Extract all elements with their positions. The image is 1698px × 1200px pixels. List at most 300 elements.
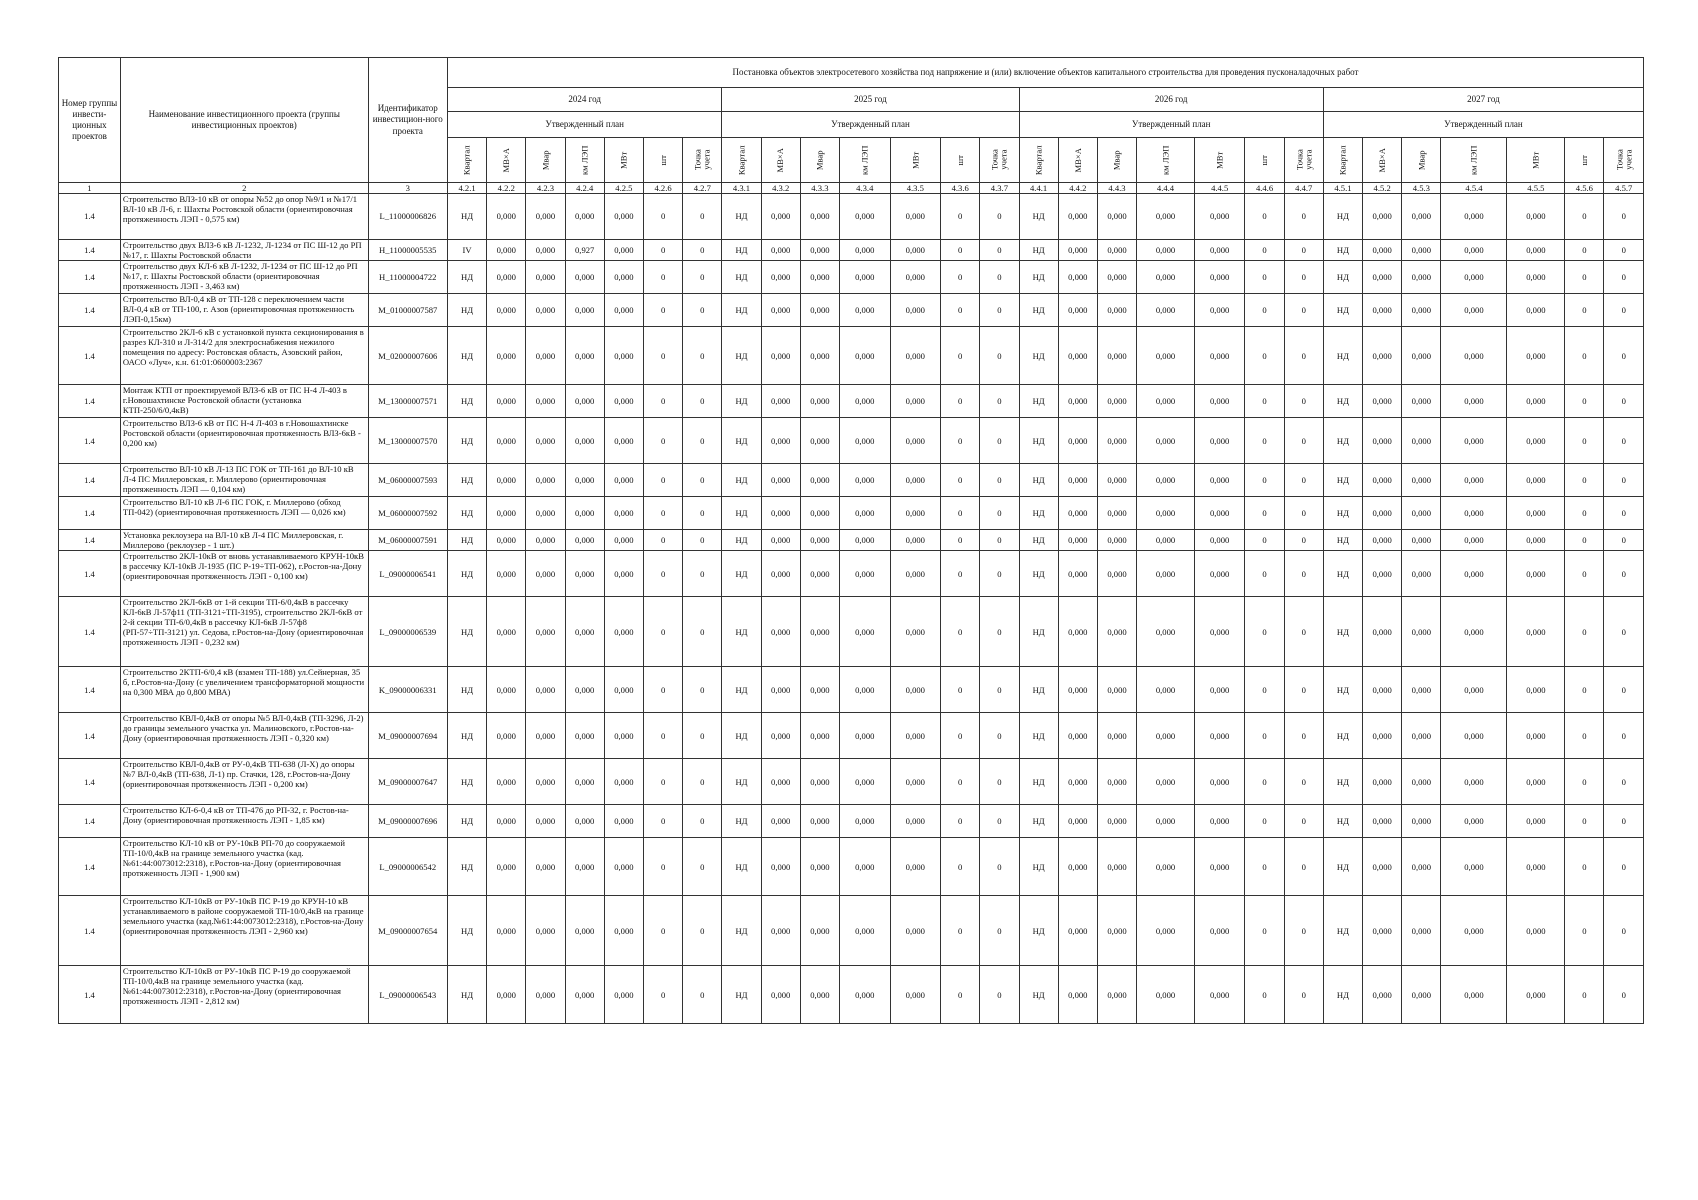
value-cell: 0,000 xyxy=(1402,896,1441,966)
value-cell: 0,000 xyxy=(526,966,565,1024)
value-cell: 0,000 xyxy=(840,464,891,497)
value-cell: 0,000 xyxy=(1507,464,1565,497)
value-cell: НД xyxy=(1323,240,1362,261)
value-cell: 0 xyxy=(941,759,980,805)
value-cell: 0,000 xyxy=(1194,667,1245,713)
value-cell: 0 xyxy=(1565,240,1604,261)
value-cell: 0 xyxy=(980,805,1019,838)
value-cell: 0,000 xyxy=(1194,713,1245,759)
value-cell: 0 xyxy=(980,597,1019,667)
value-cell: 0 xyxy=(1245,385,1284,418)
value-cell: 0,000 xyxy=(526,805,565,838)
value-cell: 0,000 xyxy=(761,261,800,294)
value-cell: 0 xyxy=(1565,385,1604,418)
value-cell: 0,000 xyxy=(1058,759,1097,805)
value-cell: 0,000 xyxy=(1441,418,1507,464)
value-cell: 0 xyxy=(643,667,682,713)
subcol-label: км ЛЭП xyxy=(1160,145,1171,175)
value-cell: 0,000 xyxy=(1363,667,1402,713)
value-cell: 0 xyxy=(1565,497,1604,530)
table-row xyxy=(59,240,1644,261)
value-cell: 0,000 xyxy=(761,385,800,418)
value-cell: 0,000 xyxy=(890,418,941,464)
header-group-number: Номер группы инвести-ционных проектов xyxy=(59,58,121,183)
value-cell: НД xyxy=(447,327,486,385)
project-name-cell: Строительство 2КЛ-6 кВ с установкой пункта секционирования в разрез КЛ-310 и Л-314/2 для электроснабжения нежилого помещения по адресу: Ростовская область, Азовский район, ОАСО «Луч», к.н. 61:01:0600003:2367 xyxy=(120,327,368,385)
value-cell: 0,000 xyxy=(565,551,604,597)
value-cell: НД xyxy=(722,327,761,385)
value-cell: 0,000 xyxy=(1097,713,1136,759)
value-cell: 0,000 xyxy=(840,261,891,294)
value-cell: НД xyxy=(447,713,486,759)
table-row xyxy=(59,966,1644,1024)
project-id-cell: M_09000007694 xyxy=(368,713,447,759)
value-cell: 0 xyxy=(1245,896,1284,966)
value-cell: 0,000 xyxy=(526,530,565,551)
value-cell: НД xyxy=(1019,240,1058,261)
subcol-header xyxy=(1245,138,1284,183)
value-cell: 0 xyxy=(1565,759,1604,805)
project-id-cell: M_13000007570 xyxy=(368,418,447,464)
value-cell: 0,000 xyxy=(565,385,604,418)
value-cell: 0,000 xyxy=(1058,194,1097,240)
group-number-cell: 1.4 xyxy=(59,896,121,966)
value-cell: НД xyxy=(722,530,761,551)
value-cell: 0 xyxy=(1284,713,1323,759)
subcol-label: МВт xyxy=(1214,151,1225,169)
value-cell: 0,000 xyxy=(1441,327,1507,385)
value-cell: 0,000 xyxy=(890,294,941,327)
value-cell: 0 xyxy=(683,838,722,896)
header-year-2027: 2027 год xyxy=(1323,88,1643,112)
value-cell: 0,000 xyxy=(1194,838,1245,896)
value-cell: 0 xyxy=(1284,805,1323,838)
value-cell: 0,000 xyxy=(1058,497,1097,530)
column-number: 4.4.5 xyxy=(1194,183,1245,194)
value-cell: 0,000 xyxy=(800,418,839,464)
value-cell: 0 xyxy=(643,530,682,551)
column-number: 4.2.3 xyxy=(526,183,565,194)
header-project-name: Наименование инвестиционного проекта (группы инвестиционных проектов) xyxy=(120,58,368,183)
value-cell: 0,000 xyxy=(761,713,800,759)
value-cell: 0,000 xyxy=(1441,597,1507,667)
project-id-cell: L_09000006539 xyxy=(368,597,447,667)
table-row xyxy=(59,497,1644,530)
value-cell: 0 xyxy=(683,261,722,294)
value-cell: 0 xyxy=(941,385,980,418)
value-cell: 0,000 xyxy=(487,530,526,551)
table-row xyxy=(59,667,1644,713)
value-cell: НД xyxy=(722,713,761,759)
value-cell: 0,000 xyxy=(1507,551,1565,597)
column-number: 3 xyxy=(368,183,447,194)
value-cell: 0,000 xyxy=(890,966,941,1024)
value-cell: 0 xyxy=(980,194,1019,240)
column-number: 4.4.3 xyxy=(1097,183,1136,194)
value-cell: 0,000 xyxy=(1363,896,1402,966)
value-cell: 0 xyxy=(1284,418,1323,464)
value-cell: 0,000 xyxy=(487,713,526,759)
value-cell: 0,000 xyxy=(565,713,604,759)
value-cell: 0,000 xyxy=(1137,327,1195,385)
value-cell: НД xyxy=(722,896,761,966)
value-cell: 0 xyxy=(683,551,722,597)
project-id-cell: M_06000007591 xyxy=(368,530,447,551)
value-cell: 0,000 xyxy=(761,551,800,597)
value-cell: 0,000 xyxy=(800,194,839,240)
value-cell: 0,000 xyxy=(526,551,565,597)
value-cell: 0,000 xyxy=(487,597,526,667)
value-cell: 0,000 xyxy=(1402,327,1441,385)
value-cell: 0,000 xyxy=(526,327,565,385)
value-cell: 0,000 xyxy=(840,385,891,418)
column-number: 4.5.3 xyxy=(1402,183,1441,194)
value-cell: НД xyxy=(447,418,486,464)
value-cell: 0,000 xyxy=(565,597,604,667)
value-cell: 0,000 xyxy=(1507,805,1565,838)
project-id-cell: M_09000007647 xyxy=(368,759,447,805)
value-cell: 0,000 xyxy=(761,530,800,551)
value-cell: НД xyxy=(722,385,761,418)
value-cell: 0 xyxy=(1284,551,1323,597)
value-cell: 0,000 xyxy=(1402,759,1441,805)
project-id-cell: M_06000007593 xyxy=(368,464,447,497)
value-cell: НД xyxy=(1323,896,1362,966)
value-cell: 0,000 xyxy=(565,667,604,713)
value-cell: 0,000 xyxy=(1097,759,1136,805)
value-cell: НД xyxy=(722,194,761,240)
table-row xyxy=(59,713,1644,759)
value-cell: 0 xyxy=(683,464,722,497)
column-number: 4.3.4 xyxy=(840,183,891,194)
subcol-header xyxy=(941,138,980,183)
value-cell: 0,000 xyxy=(526,385,565,418)
value-cell: 0,000 xyxy=(526,713,565,759)
value-cell: 0,000 xyxy=(604,530,643,551)
value-cell: 0,000 xyxy=(840,896,891,966)
value-cell: 0,000 xyxy=(1137,385,1195,418)
value-cell: 0,000 xyxy=(1194,418,1245,464)
value-cell: 0,000 xyxy=(761,240,800,261)
value-cell: 0,000 xyxy=(565,194,604,240)
subcol-header xyxy=(565,138,604,183)
value-cell: 0,000 xyxy=(1137,966,1195,1024)
table-header xyxy=(59,58,1644,194)
project-id-cell: L_09000006543 xyxy=(368,966,447,1024)
subcol-header xyxy=(840,138,891,183)
subcol-label: км ЛЭП xyxy=(859,145,870,175)
value-cell: НД xyxy=(447,530,486,551)
table-row xyxy=(59,261,1644,294)
value-cell: 0,000 xyxy=(761,805,800,838)
value-cell: 0,000 xyxy=(1363,261,1402,294)
table-row xyxy=(59,418,1644,464)
value-cell: 0 xyxy=(980,966,1019,1024)
value-cell: 0,000 xyxy=(890,194,941,240)
column-number: 4.2.2 xyxy=(487,183,526,194)
project-name-cell: Строительство КВЛ-0,4кВ от опоры №5 ВЛ-0,4кВ (ТП-3296, Л-2) до границы земельного участка ул. Малиновского, г.Ростов-на-Дону (ориентировочная протяженность ЛЭП - 0,320 км) xyxy=(120,713,368,759)
column-number: 4.3.7 xyxy=(980,183,1019,194)
value-cell: 0,000 xyxy=(890,530,941,551)
subcol-label: шт xyxy=(954,154,965,166)
group-number-cell: 1.4 xyxy=(59,597,121,667)
value-cell: 0 xyxy=(1245,966,1284,1024)
value-cell: 0,000 xyxy=(1194,597,1245,667)
value-cell: 0,000 xyxy=(1097,327,1136,385)
value-cell: 0,000 xyxy=(1194,805,1245,838)
value-cell: НД xyxy=(1323,385,1362,418)
value-cell: 0 xyxy=(1604,240,1644,261)
value-cell: 0,000 xyxy=(487,240,526,261)
value-cell: 0,000 xyxy=(1363,327,1402,385)
value-cell: 0 xyxy=(980,759,1019,805)
value-cell: НД xyxy=(447,597,486,667)
subcol-label: Мвар xyxy=(814,150,825,170)
value-cell: НД xyxy=(1019,261,1058,294)
value-cell: 0,000 xyxy=(761,966,800,1024)
investment-projects-table xyxy=(58,57,1644,1024)
value-cell: 0,000 xyxy=(1363,530,1402,551)
value-cell: 0,000 xyxy=(1058,551,1097,597)
value-cell: 0,000 xyxy=(565,530,604,551)
value-cell: 0,000 xyxy=(565,327,604,385)
value-cell: 0 xyxy=(1245,464,1284,497)
column-number: 4.2.5 xyxy=(604,183,643,194)
value-cell: 0,000 xyxy=(526,896,565,966)
subcol-header xyxy=(722,138,761,183)
value-cell: 0,000 xyxy=(1097,261,1136,294)
project-name-cell: Строительство 2КЛ-10кВ от вновь устанавливаемого КРУН-10кВ в рассечку КЛ-10кВ Л-1935 (ПС Р-19÷ТП-062), г.Ростов-на-Дону (ориентировочная протяженность ЛЭП - 0,100 км) xyxy=(120,551,368,597)
value-cell: 0 xyxy=(1245,240,1284,261)
value-cell: 0,000 xyxy=(800,464,839,497)
value-cell: 0,000 xyxy=(487,759,526,805)
project-id-cell: L_11000006826 xyxy=(368,194,447,240)
value-cell: 0,000 xyxy=(1097,385,1136,418)
value-cell: 0,000 xyxy=(1097,240,1136,261)
value-cell: 0,000 xyxy=(1507,261,1565,294)
value-cell: 0 xyxy=(941,597,980,667)
value-cell: 0,000 xyxy=(1137,194,1195,240)
subcol-header xyxy=(604,138,643,183)
value-cell: 0,000 xyxy=(1097,597,1136,667)
value-cell: 0,000 xyxy=(1507,194,1565,240)
value-cell: 0 xyxy=(683,713,722,759)
value-cell: 0,000 xyxy=(1194,385,1245,418)
value-cell: 0,000 xyxy=(1058,261,1097,294)
value-cell: 0,000 xyxy=(840,294,891,327)
value-cell: 0,000 xyxy=(1402,385,1441,418)
value-cell: 0,000 xyxy=(1097,418,1136,464)
column-number: 4.2.4 xyxy=(565,183,604,194)
group-number-cell: 1.4 xyxy=(59,667,121,713)
value-cell: НД xyxy=(722,759,761,805)
value-cell: 0 xyxy=(980,385,1019,418)
value-cell: НД xyxy=(1323,327,1362,385)
value-cell: 0,000 xyxy=(1137,240,1195,261)
value-cell: 0,000 xyxy=(1507,497,1565,530)
value-cell: 0 xyxy=(1565,838,1604,896)
value-cell: 0,000 xyxy=(1363,497,1402,530)
subcol-label: Квартал xyxy=(1337,145,1348,175)
value-cell: 0 xyxy=(643,385,682,418)
value-cell: 0,000 xyxy=(604,759,643,805)
value-cell: 0,000 xyxy=(1137,530,1195,551)
value-cell: 0 xyxy=(941,551,980,597)
value-cell: 0,000 xyxy=(800,385,839,418)
value-cell: 0 xyxy=(1604,194,1644,240)
value-cell: НД xyxy=(1019,327,1058,385)
value-cell: 0,000 xyxy=(1137,497,1195,530)
value-cell: 0,000 xyxy=(1441,240,1507,261)
subcol-label: км ЛЭП xyxy=(1468,145,1479,175)
value-cell: 0,000 xyxy=(1363,713,1402,759)
value-cell: 0,000 xyxy=(1402,194,1441,240)
value-cell: 0,000 xyxy=(565,966,604,1024)
subcol-header xyxy=(980,138,1019,183)
column-number: 4.3.3 xyxy=(800,183,839,194)
value-cell: 0,000 xyxy=(1194,240,1245,261)
value-cell: 0,000 xyxy=(1402,261,1441,294)
value-cell: 0,000 xyxy=(1137,896,1195,966)
value-cell: 0 xyxy=(1604,667,1644,713)
value-cell: 0,000 xyxy=(1194,194,1245,240)
project-id-cell: H_11000005535 xyxy=(368,240,447,261)
value-cell: НД xyxy=(1323,497,1362,530)
table-row xyxy=(59,805,1644,838)
value-cell: 0 xyxy=(1604,759,1644,805)
value-cell: 0 xyxy=(643,418,682,464)
group-number-cell: 1.4 xyxy=(59,261,121,294)
subcol-header xyxy=(683,138,722,183)
value-cell: 0,000 xyxy=(1441,261,1507,294)
value-cell: 0,000 xyxy=(565,838,604,896)
value-cell: 0 xyxy=(980,418,1019,464)
project-id-cell: M_13000007571 xyxy=(368,385,447,418)
subcol-label: Мвар xyxy=(540,150,551,170)
value-cell: 0,000 xyxy=(1507,240,1565,261)
project-name-cell: Строительство КЛ-10кВ от РУ-10кВ ПС Р-19 до сооружаемой ТП-10/0,4кВ на границе земельного участка (кад.№61:44:0073012:2318), г.Ростов-на-Дону (ориентировочная протяженность ЛЭП - 2,812 км) xyxy=(120,966,368,1024)
value-cell: НД xyxy=(1019,667,1058,713)
value-cell: 0,000 xyxy=(604,194,643,240)
subcol-label: Квартал xyxy=(1033,145,1044,175)
value-cell: 0,000 xyxy=(1097,294,1136,327)
value-cell: 0,000 xyxy=(761,327,800,385)
value-cell: 0 xyxy=(643,240,682,261)
column-number: 4.4.2 xyxy=(1058,183,1097,194)
value-cell: 0,000 xyxy=(800,240,839,261)
value-cell: 0 xyxy=(1604,713,1644,759)
value-cell: НД xyxy=(1019,759,1058,805)
value-cell: 0,000 xyxy=(1137,713,1195,759)
value-cell: НД xyxy=(1323,294,1362,327)
value-cell: 0 xyxy=(1565,194,1604,240)
value-cell: 0,000 xyxy=(840,759,891,805)
group-number-cell: 1.4 xyxy=(59,497,121,530)
value-cell: 0 xyxy=(1245,327,1284,385)
value-cell: 0,000 xyxy=(604,327,643,385)
value-cell: 0 xyxy=(1565,896,1604,966)
column-number: 1 xyxy=(59,183,121,194)
value-cell: 0 xyxy=(1245,261,1284,294)
value-cell: 0 xyxy=(1604,418,1644,464)
value-cell: 0 xyxy=(1604,327,1644,385)
group-number-cell: 1.4 xyxy=(59,240,121,261)
value-cell: НД xyxy=(1019,966,1058,1024)
value-cell: 0,000 xyxy=(890,327,941,385)
value-cell: 0,000 xyxy=(1441,385,1507,418)
column-number: 4.3.1 xyxy=(722,183,761,194)
value-cell: 0,000 xyxy=(890,240,941,261)
value-cell: 0,000 xyxy=(840,838,891,896)
value-cell: 0,000 xyxy=(1363,759,1402,805)
value-cell: 0,000 xyxy=(526,261,565,294)
subcol-label: МВ×А xyxy=(1376,147,1387,173)
value-cell: 0 xyxy=(1604,385,1644,418)
value-cell: 0,000 xyxy=(604,418,643,464)
value-cell: 0,000 xyxy=(1137,294,1195,327)
value-cell: НД xyxy=(722,294,761,327)
group-number-cell: 1.4 xyxy=(59,759,121,805)
value-cell: 0,000 xyxy=(890,667,941,713)
value-cell: 0 xyxy=(1604,497,1644,530)
value-cell: НД xyxy=(447,261,486,294)
value-cell: НД xyxy=(722,597,761,667)
value-cell: 0 xyxy=(1245,530,1284,551)
group-number-cell: 1.4 xyxy=(59,327,121,385)
value-cell: 0,000 xyxy=(1402,667,1441,713)
value-cell: 0 xyxy=(1604,805,1644,838)
value-cell: 0,000 xyxy=(1058,667,1097,713)
value-cell: 0,000 xyxy=(565,294,604,327)
project-name-cell: Строительство КЛ-10 кВ от РУ-10кВ РП-70 до сооружаемой ТП-10/0,4кВ на границе земельного участка (кад.№61:44:0073012:2318), г.Ростов-на-Дону (ориентировочная протяженность ЛЭП - 1,900 км) xyxy=(120,838,368,896)
value-cell: 0,000 xyxy=(890,896,941,966)
column-number: 4.3.5 xyxy=(890,183,941,194)
group-number-cell: 1.4 xyxy=(59,294,121,327)
value-cell: 0 xyxy=(1565,966,1604,1024)
investment-table-sheet xyxy=(58,57,1644,1024)
value-cell: 0,000 xyxy=(800,597,839,667)
value-cell: 0,000 xyxy=(1441,713,1507,759)
value-cell: 0 xyxy=(1284,966,1323,1024)
value-cell: 0 xyxy=(1604,261,1644,294)
subcol-label: Точка учета xyxy=(1294,149,1313,170)
value-cell: 0,000 xyxy=(1402,464,1441,497)
value-cell: 0,000 xyxy=(840,667,891,713)
subcol-header xyxy=(1137,138,1195,183)
value-cell: 0,000 xyxy=(800,838,839,896)
value-cell: НД xyxy=(1019,418,1058,464)
value-cell: 0,000 xyxy=(1194,759,1245,805)
value-cell: 0,000 xyxy=(565,464,604,497)
subcol-header xyxy=(1097,138,1136,183)
value-cell: 0,000 xyxy=(1363,418,1402,464)
value-cell: 0,000 xyxy=(526,759,565,805)
value-cell: 0 xyxy=(1284,838,1323,896)
group-number-cell: 1.4 xyxy=(59,530,121,551)
value-cell: 0,000 xyxy=(1137,261,1195,294)
value-cell: 0,000 xyxy=(604,805,643,838)
value-cell: 0,000 xyxy=(526,464,565,497)
value-cell: 0,000 xyxy=(1097,838,1136,896)
value-cell: 0,000 xyxy=(1097,530,1136,551)
group-number-cell: 1.4 xyxy=(59,418,121,464)
value-cell: 0 xyxy=(1284,530,1323,551)
project-name-cell: Строительство 2КЛ-6кВ от 1-й секции ТП-6/0,4кВ в рассечку КЛ-6кВ Л-57ф11 (ТП-3121÷ТП-3195), строительство 2КЛ-6кВ от 2-й секции ТП-6/0,4кВ в рассечку КЛ-6кВ Л-57ф8 (РП-57÷ТП-3121) ул. Седова, г.Ростов-на-Дону (ориентировочная протяженность ЛЭП - 0,232 км) xyxy=(120,597,368,667)
value-cell: 0 xyxy=(1245,805,1284,838)
value-cell: 0,000 xyxy=(1058,966,1097,1024)
value-cell: 0,000 xyxy=(526,240,565,261)
header-plan-2024: Утвержденный план xyxy=(447,112,721,138)
